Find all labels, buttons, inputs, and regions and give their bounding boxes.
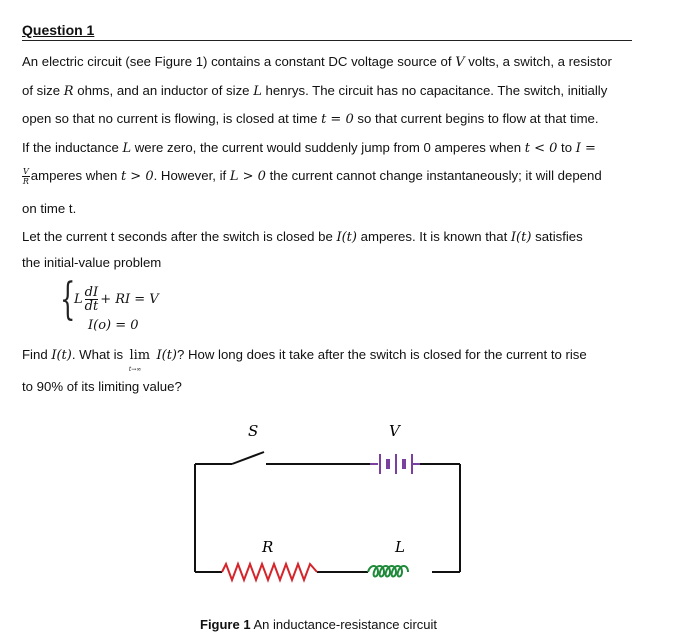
resistor-label: R [262,538,274,556]
left-brace: { [60,274,76,325]
switch-blade [232,452,264,464]
paragraph-line-4: If the inductance L were zero, the current would suddenly jump from 0 amperes when t < 0 to I = [22,140,596,156]
paragraph-line-5: $\frac{V}{R}$ amperes when t > 0. However, if L > 0 the current cannot change instantaneously; it will depend [22,167,602,187]
inductor-symbol [368,566,408,577]
paragraph-line-2: of size R ohms, and an inductor of size L henrys. The circuit has no capacitance. The switch, initially [22,83,608,99]
limit-operator: lim t→∞ [128,348,151,373]
battery-symbol [370,454,420,474]
paragraph-line-7: Let the current t seconds after the switch is closed be I(t) amperes. It is known that I(t) satisfies [22,229,583,245]
initial-condition: I(o) = 0 [88,318,139,333]
paragraph-line-6: on time t. [22,201,77,216]
voltage-label: V [389,422,400,440]
paragraph-find: Find I(t). What is lim t→∞ I(t)? How long does it take after the switch is closed for the current to rise [22,340,637,370]
question-title: Question 1 [22,22,632,41]
paragraph-line-3: open so that no current is flowing, is closed at time t = 0 so that current begins to flow at that time. [22,111,599,127]
paragraph-line-1: An electric circuit (see Figure 1) contains a constant DC voltage source of V volts, a switch, a resistor [22,54,612,70]
inductor-label: L [395,538,405,556]
di-dt-fraction: dI dt [84,285,99,314]
v-over-r-fraction: $\frac{V}{R}$ [22,167,29,187]
figure-caption: Figure 1 An inductance-resistance circuit [200,617,438,632]
resistor-symbol [222,564,317,580]
paragraph-line-8: the initial-value problem [22,255,162,270]
switch-label: S [248,422,259,440]
paragraph-last: to 90% of its limiting value? [22,379,182,394]
differential-equation: L dI dt + RI = V [74,285,159,314]
